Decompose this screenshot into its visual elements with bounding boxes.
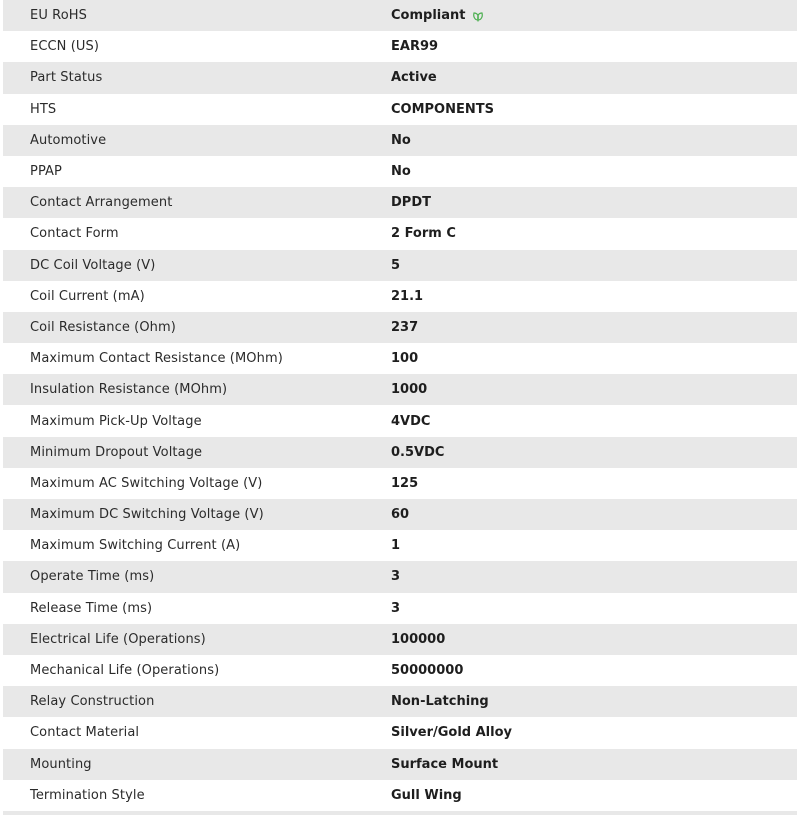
spec-row-ppap: [3, 156, 797, 187]
spec-label: Electrical Life (Operations): [30, 631, 206, 647]
spec-row-coil-current: [3, 281, 797, 312]
spec-row-part-status: [3, 62, 797, 93]
spec-label: Maximum AC Switching Voltage (V): [30, 475, 263, 491]
spec-label: Contact Arrangement: [30, 195, 173, 211]
spec-label: Insulation Resistance (MOhm): [30, 382, 228, 398]
spec-label: Maximum Pick-Up Voltage: [30, 413, 202, 429]
spec-label: Contact Material: [30, 725, 140, 741]
spec-value: 5: [391, 257, 401, 273]
spec-row-max-dc-switching-voltage: [3, 499, 797, 530]
spec-value: COMPONENTS: [391, 101, 494, 117]
spec-value: 125: [391, 475, 419, 491]
spec-row-mounting: [3, 749, 797, 780]
spec-row-hts: [3, 94, 797, 125]
spec-label: Relay Construction: [30, 694, 155, 710]
spec-row-mechanical-life: [3, 655, 797, 686]
spec-label: Part Status: [30, 70, 103, 86]
spec-value: No: [391, 164, 411, 180]
spec-row-partial: [3, 811, 797, 815]
spec-label: Maximum Switching Current (A): [30, 538, 241, 554]
spec-row-contact-material: [3, 717, 797, 748]
spec-row-min-dropout-voltage: [3, 437, 797, 468]
spec-label: DC Coil Voltage (V): [30, 257, 156, 273]
spec-label: EU RoHS: [30, 8, 87, 24]
spec-label: Minimum Dropout Voltage: [30, 444, 203, 460]
spec-row-electrical-life: [3, 624, 797, 655]
spec-label: Maximum Contact Resistance (MOhm): [30, 351, 283, 367]
spec-row-termination-style: [3, 780, 797, 811]
spec-label: Termination Style: [30, 787, 145, 803]
spec-value-text: Compliant: [391, 8, 466, 24]
spec-label: Mechanical Life (Operations): [30, 663, 220, 679]
spec-row-insulation-resistance: [3, 374, 797, 405]
spec-row-automotive: [3, 125, 797, 156]
spec-value: 50000000: [391, 663, 464, 679]
spec-row-contact-arrangement: [3, 187, 797, 218]
spec-value: 21.1: [391, 288, 424, 304]
spec-value: Non-Latching: [391, 694, 489, 710]
spec-row-coil-resistance: [3, 312, 797, 343]
spec-value: 0.5VDC: [391, 444, 445, 460]
spec-value: 3: [391, 569, 401, 585]
spec-label: HTS: [30, 101, 57, 117]
spec-label: Contact Form: [30, 226, 119, 242]
spec-label: Operate Time (ms): [30, 569, 155, 585]
spec-row-relay-construction: [3, 686, 797, 717]
spec-label: ECCN (US): [30, 39, 100, 55]
spec-row-max-switching-current: [3, 530, 797, 561]
spec-row-max-contact-resistance: [3, 343, 797, 374]
spec-row-max-pickup-voltage: [3, 405, 797, 436]
spec-row-dc-coil-voltage: [3, 250, 797, 281]
spec-value: 100: [391, 351, 419, 367]
spec-value: 1000: [391, 382, 428, 398]
spec-value: 3: [391, 600, 401, 616]
spec-value: [391, 8, 797, 23]
spec-value: No: [391, 132, 411, 148]
spec-row-max-ac-switching-voltage: [3, 468, 797, 499]
spec-value: 100000: [391, 631, 446, 647]
spec-label: PPAP: [30, 164, 62, 180]
spec-row-release-time: [3, 593, 797, 624]
spec-value: Silver/Gold Alloy: [391, 725, 512, 741]
spec-label: Mounting: [30, 756, 92, 772]
spec-table: [3, 0, 797, 815]
leaf-icon: [471, 10, 485, 22]
spec-value: 1: [391, 538, 401, 554]
spec-row-operate-time: [3, 561, 797, 592]
spec-value: Gull Wing: [391, 787, 462, 803]
spec-label: Maximum DC Switching Voltage (V): [30, 507, 264, 523]
spec-label: Coil Resistance (Ohm): [30, 319, 176, 335]
spec-row-eccn: [3, 31, 797, 62]
spec-value: 60: [391, 507, 410, 523]
spec-value: 237: [391, 319, 419, 335]
spec-value: DPDT: [391, 195, 431, 211]
spec-value: 4VDC: [391, 413, 431, 429]
spec-label: Coil Current (mA): [30, 288, 145, 304]
spec-value: 2 Form C: [391, 226, 456, 242]
spec-row-contact-form: [3, 218, 797, 249]
spec-value: EAR99: [391, 39, 439, 55]
spec-value: Active: [391, 70, 437, 86]
spec-value: Surface Mount: [391, 756, 499, 772]
spec-label: Automotive: [30, 132, 107, 148]
spec-row-eu-rohs: [3, 0, 797, 31]
spec-label: Release Time (ms): [30, 600, 153, 616]
